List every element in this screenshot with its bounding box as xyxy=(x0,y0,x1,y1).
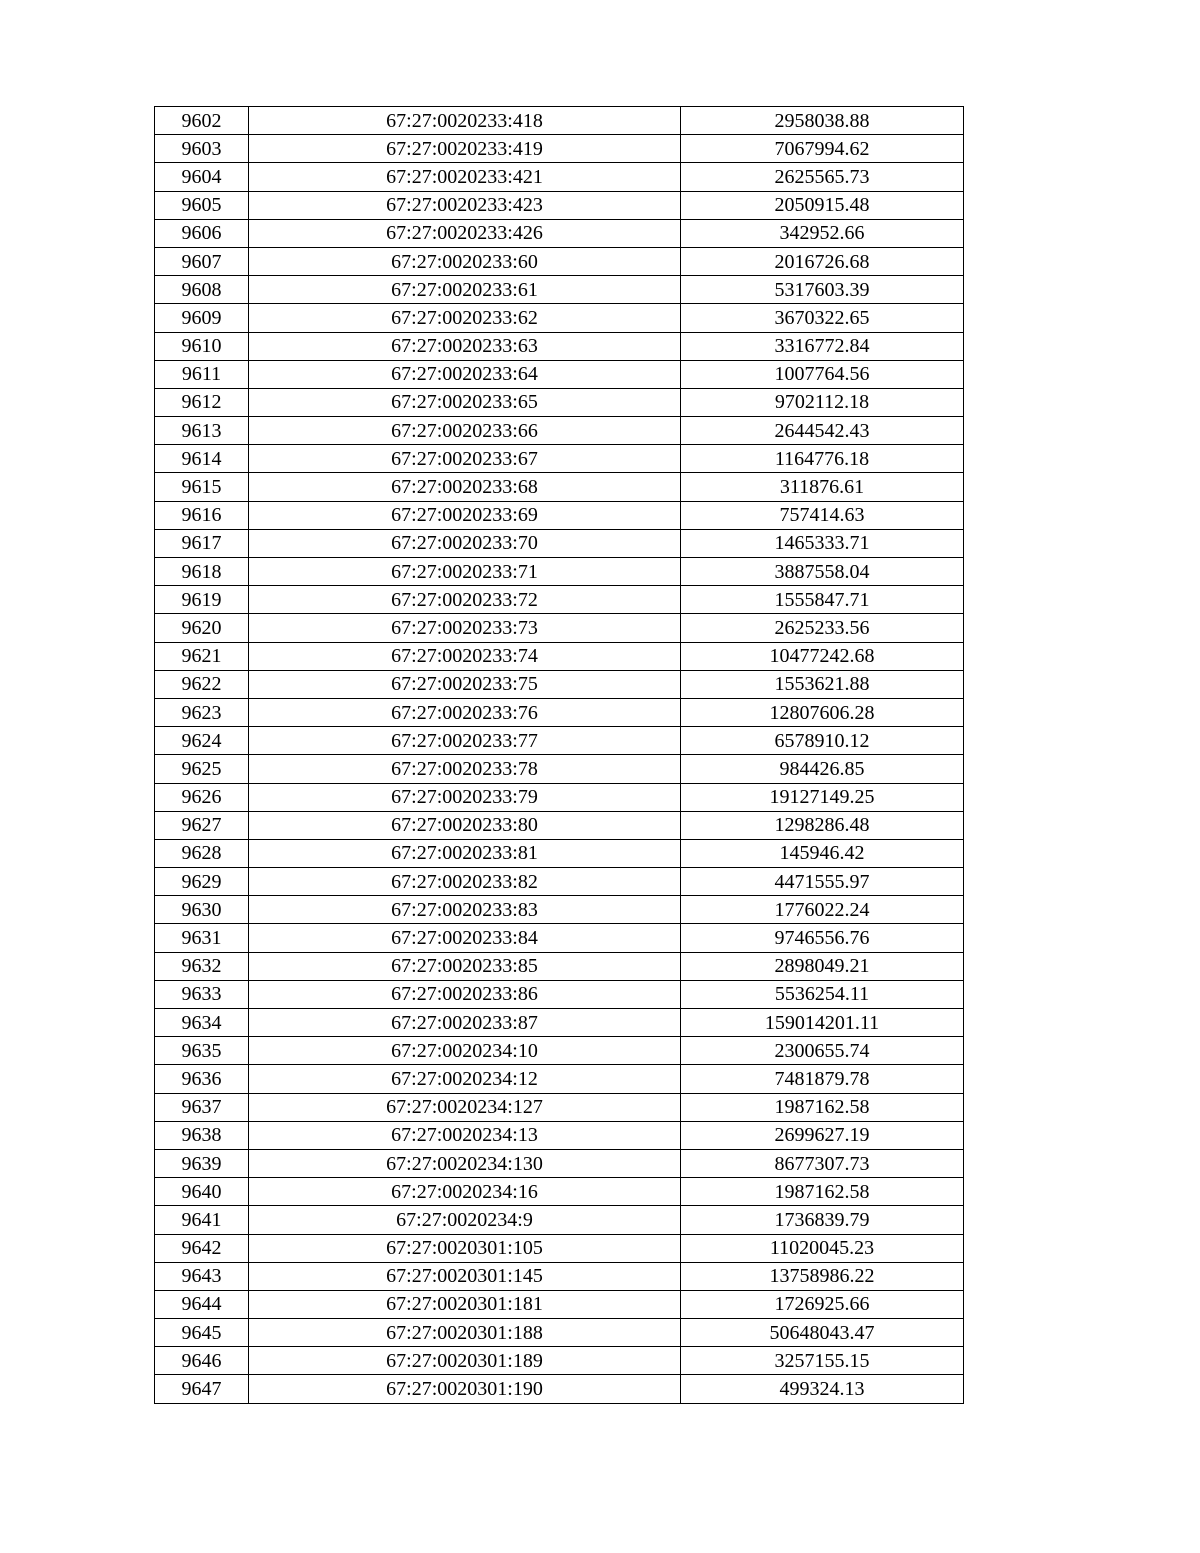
table-row xyxy=(155,473,964,501)
cadastral-number-cell: 67:27:0020233:67 xyxy=(249,445,681,473)
cadastral-number-cell: 67:27:0020233:75 xyxy=(249,670,681,698)
table-row xyxy=(155,1262,964,1290)
cadastral-number-cell: 67:27:0020301:181 xyxy=(249,1290,681,1318)
value-cell: 984426.85 xyxy=(681,755,964,783)
value-cell: 19127149.25 xyxy=(681,783,964,811)
value-cell: 311876.61 xyxy=(681,473,964,501)
cadastral-number-cell: 67:27:0020233:81 xyxy=(249,839,681,867)
cadastral-number-cell: 67:27:0020234:130 xyxy=(249,1149,681,1177)
value-cell: 2958038.88 xyxy=(681,107,964,135)
row-number-cell: 9612 xyxy=(155,388,249,416)
row-number-cell: 9643 xyxy=(155,1262,249,1290)
row-number-cell: 9642 xyxy=(155,1234,249,1262)
table-row xyxy=(155,558,964,586)
cadastral-number-cell: 67:27:0020301:105 xyxy=(249,1234,681,1262)
row-number-cell: 9631 xyxy=(155,924,249,952)
row-number-cell: 9629 xyxy=(155,868,249,896)
value-cell: 2050915.48 xyxy=(681,191,964,219)
cadastral-number-cell: 67:27:0020301:188 xyxy=(249,1319,681,1347)
value-cell: 6578910.12 xyxy=(681,727,964,755)
cadastral-number-cell: 67:27:0020233:66 xyxy=(249,417,681,445)
value-cell: 1776022.24 xyxy=(681,896,964,924)
value-cell: 1007764.56 xyxy=(681,360,964,388)
row-number-cell: 9623 xyxy=(155,698,249,726)
row-number-cell: 9617 xyxy=(155,529,249,557)
value-cell: 2300655.74 xyxy=(681,1037,964,1065)
cadastral-number-cell: 67:27:0020234:13 xyxy=(249,1121,681,1149)
cadastral-number-cell: 67:27:0020301:189 xyxy=(249,1347,681,1375)
row-number-cell: 9627 xyxy=(155,811,249,839)
value-cell: 2699627.19 xyxy=(681,1121,964,1149)
value-cell: 3257155.15 xyxy=(681,1347,964,1375)
table-row xyxy=(155,276,964,304)
row-number-cell: 9635 xyxy=(155,1037,249,1065)
row-number-cell: 9647 xyxy=(155,1375,249,1403)
row-number-cell: 9609 xyxy=(155,304,249,332)
row-number-cell: 9616 xyxy=(155,501,249,529)
row-number-cell: 9602 xyxy=(155,107,249,135)
row-number-cell: 9624 xyxy=(155,727,249,755)
table-row xyxy=(155,219,964,247)
row-number-cell: 9603 xyxy=(155,135,249,163)
cadastral-number-cell: 67:27:0020234:9 xyxy=(249,1206,681,1234)
table-row xyxy=(155,614,964,642)
cadastral-number-cell: 67:27:0020234:10 xyxy=(249,1037,681,1065)
cadastral-number-cell: 67:27:0020233:61 xyxy=(249,276,681,304)
value-cell: 11020045.23 xyxy=(681,1234,964,1262)
cadastral-number-cell: 67:27:0020234:16 xyxy=(249,1178,681,1206)
cadastral-number-cell: 67:27:0020233:426 xyxy=(249,219,681,247)
cadastral-number-cell: 67:27:0020233:78 xyxy=(249,755,681,783)
table-row xyxy=(155,191,964,219)
value-cell: 2016726.68 xyxy=(681,247,964,275)
value-cell: 2898049.21 xyxy=(681,952,964,980)
cadastral-number-cell: 67:27:0020233:63 xyxy=(249,332,681,360)
table-row xyxy=(155,417,964,445)
table-row xyxy=(155,1375,964,1403)
row-number-cell: 9618 xyxy=(155,558,249,586)
row-number-cell: 9613 xyxy=(155,417,249,445)
row-number-cell: 9608 xyxy=(155,276,249,304)
row-number-cell: 9628 xyxy=(155,839,249,867)
row-number-cell: 9626 xyxy=(155,783,249,811)
table-row xyxy=(155,1065,964,1093)
value-cell: 1164776.18 xyxy=(681,445,964,473)
cadastral-number-cell: 67:27:0020233:73 xyxy=(249,614,681,642)
value-cell: 2625565.73 xyxy=(681,163,964,191)
cadastral-number-cell: 67:27:0020233:83 xyxy=(249,896,681,924)
row-number-cell: 9625 xyxy=(155,755,249,783)
cadastral-number-cell: 67:27:0020233:70 xyxy=(249,529,681,557)
cadastral-number-cell: 67:27:0020233:71 xyxy=(249,558,681,586)
table-row xyxy=(155,586,964,614)
table-row xyxy=(155,1319,964,1347)
row-number-cell: 9620 xyxy=(155,614,249,642)
table-row xyxy=(155,501,964,529)
cadastral-number-cell: 67:27:0020233:419 xyxy=(249,135,681,163)
cadastral-number-cell: 67:27:0020234:12 xyxy=(249,1065,681,1093)
table-row xyxy=(155,247,964,275)
cadastral-number-cell: 67:27:0020233:77 xyxy=(249,727,681,755)
row-number-cell: 9639 xyxy=(155,1149,249,1177)
value-cell: 499324.13 xyxy=(681,1375,964,1403)
row-number-cell: 9644 xyxy=(155,1290,249,1318)
row-number-cell: 9621 xyxy=(155,642,249,670)
table-row xyxy=(155,839,964,867)
cadastral-number-cell: 67:27:0020233:85 xyxy=(249,952,681,980)
table-row xyxy=(155,107,964,135)
table-row xyxy=(155,1093,964,1121)
table-row xyxy=(155,445,964,473)
table-row xyxy=(155,896,964,924)
cadastral-number-cell: 67:27:0020233:60 xyxy=(249,247,681,275)
table-body xyxy=(155,107,964,1404)
table-row xyxy=(155,755,964,783)
value-cell: 2625233.56 xyxy=(681,614,964,642)
cadastral-number-cell: 67:27:0020233:65 xyxy=(249,388,681,416)
cadastral-number-cell: 67:27:0020233:76 xyxy=(249,698,681,726)
row-number-cell: 9638 xyxy=(155,1121,249,1149)
table-row xyxy=(155,670,964,698)
row-number-cell: 9636 xyxy=(155,1065,249,1093)
value-cell: 1298286.48 xyxy=(681,811,964,839)
cadastral-number-cell: 67:27:0020233:423 xyxy=(249,191,681,219)
value-cell: 3316772.84 xyxy=(681,332,964,360)
cadastral-number-cell: 67:27:0020233:62 xyxy=(249,304,681,332)
row-number-cell: 9634 xyxy=(155,1009,249,1037)
cadastral-number-cell: 67:27:0020233:68 xyxy=(249,473,681,501)
value-cell: 3670322.65 xyxy=(681,304,964,332)
value-cell: 12807606.28 xyxy=(681,698,964,726)
cadastral-number-cell: 67:27:0020233:418 xyxy=(249,107,681,135)
value-cell: 13758986.22 xyxy=(681,1262,964,1290)
value-cell: 8677307.73 xyxy=(681,1149,964,1177)
cadastral-number-cell: 67:27:0020233:72 xyxy=(249,586,681,614)
table-row xyxy=(155,332,964,360)
row-number-cell: 9614 xyxy=(155,445,249,473)
table-row xyxy=(155,1347,964,1375)
value-cell: 50648043.47 xyxy=(681,1319,964,1347)
table-row xyxy=(155,811,964,839)
row-number-cell: 9646 xyxy=(155,1347,249,1375)
table-row xyxy=(155,1290,964,1318)
row-number-cell: 9633 xyxy=(155,980,249,1008)
value-cell: 7067994.62 xyxy=(681,135,964,163)
table-row xyxy=(155,163,964,191)
value-cell: 1736839.79 xyxy=(681,1206,964,1234)
table-row xyxy=(155,698,964,726)
value-cell: 4471555.97 xyxy=(681,868,964,896)
row-number-cell: 9630 xyxy=(155,896,249,924)
cadastral-number-cell: 67:27:0020233:84 xyxy=(249,924,681,952)
row-number-cell: 9610 xyxy=(155,332,249,360)
table-row xyxy=(155,360,964,388)
value-cell: 9702112.18 xyxy=(681,388,964,416)
row-number-cell: 9606 xyxy=(155,219,249,247)
row-number-cell: 9645 xyxy=(155,1319,249,1347)
cadastral-number-cell: 67:27:0020301:145 xyxy=(249,1262,681,1290)
table-row xyxy=(155,1121,964,1149)
data-table xyxy=(154,106,964,1404)
table-row xyxy=(155,1037,964,1065)
table-row xyxy=(155,388,964,416)
table-row xyxy=(155,952,964,980)
row-number-cell: 9640 xyxy=(155,1178,249,1206)
value-cell: 2644542.43 xyxy=(681,417,964,445)
cadastral-number-cell: 67:27:0020233:86 xyxy=(249,980,681,1008)
table-row xyxy=(155,304,964,332)
table-row xyxy=(155,868,964,896)
row-number-cell: 9641 xyxy=(155,1206,249,1234)
cadastral-number-cell: 67:27:0020233:82 xyxy=(249,868,681,896)
value-cell: 1555847.71 xyxy=(681,586,964,614)
table-row xyxy=(155,642,964,670)
table-row xyxy=(155,980,964,1008)
value-cell: 159014201.11 xyxy=(681,1009,964,1037)
table-row xyxy=(155,1206,964,1234)
value-cell: 1987162.58 xyxy=(681,1178,964,1206)
table-row xyxy=(155,1009,964,1037)
cadastral-number-cell: 67:27:0020233:79 xyxy=(249,783,681,811)
row-number-cell: 9615 xyxy=(155,473,249,501)
table-row xyxy=(155,727,964,755)
row-number-cell: 9619 xyxy=(155,586,249,614)
cadastral-number-cell: 67:27:0020234:127 xyxy=(249,1093,681,1121)
value-cell: 1987162.58 xyxy=(681,1093,964,1121)
value-cell: 3887558.04 xyxy=(681,558,964,586)
table-row xyxy=(155,924,964,952)
row-number-cell: 9611 xyxy=(155,360,249,388)
value-cell: 9746556.76 xyxy=(681,924,964,952)
value-cell: 1465333.71 xyxy=(681,529,964,557)
table-row xyxy=(155,1234,964,1262)
cadastral-number-cell: 67:27:0020233:69 xyxy=(249,501,681,529)
table-row xyxy=(155,1149,964,1177)
value-cell: 7481879.78 xyxy=(681,1065,964,1093)
cadastral-number-cell: 67:27:0020233:80 xyxy=(249,811,681,839)
row-number-cell: 9605 xyxy=(155,191,249,219)
row-number-cell: 9607 xyxy=(155,247,249,275)
row-number-cell: 9632 xyxy=(155,952,249,980)
table-row xyxy=(155,783,964,811)
row-number-cell: 9604 xyxy=(155,163,249,191)
value-cell: 145946.42 xyxy=(681,839,964,867)
value-cell: 5536254.11 xyxy=(681,980,964,1008)
row-number-cell: 9622 xyxy=(155,670,249,698)
table-row xyxy=(155,135,964,163)
table-row xyxy=(155,1178,964,1206)
cadastral-number-cell: 67:27:0020233:74 xyxy=(249,642,681,670)
cadastral-number-cell: 67:27:0020233:421 xyxy=(249,163,681,191)
value-cell: 1726925.66 xyxy=(681,1290,964,1318)
value-cell: 1553621.88 xyxy=(681,670,964,698)
value-cell: 342952.66 xyxy=(681,219,964,247)
value-cell: 5317603.39 xyxy=(681,276,964,304)
value-cell: 10477242.68 xyxy=(681,642,964,670)
row-number-cell: 9637 xyxy=(155,1093,249,1121)
cadastral-number-cell: 67:27:0020233:87 xyxy=(249,1009,681,1037)
value-cell: 757414.63 xyxy=(681,501,964,529)
cadastral-number-cell: 67:27:0020301:190 xyxy=(249,1375,681,1403)
table-row xyxy=(155,529,964,557)
cadastral-number-cell: 67:27:0020233:64 xyxy=(249,360,681,388)
